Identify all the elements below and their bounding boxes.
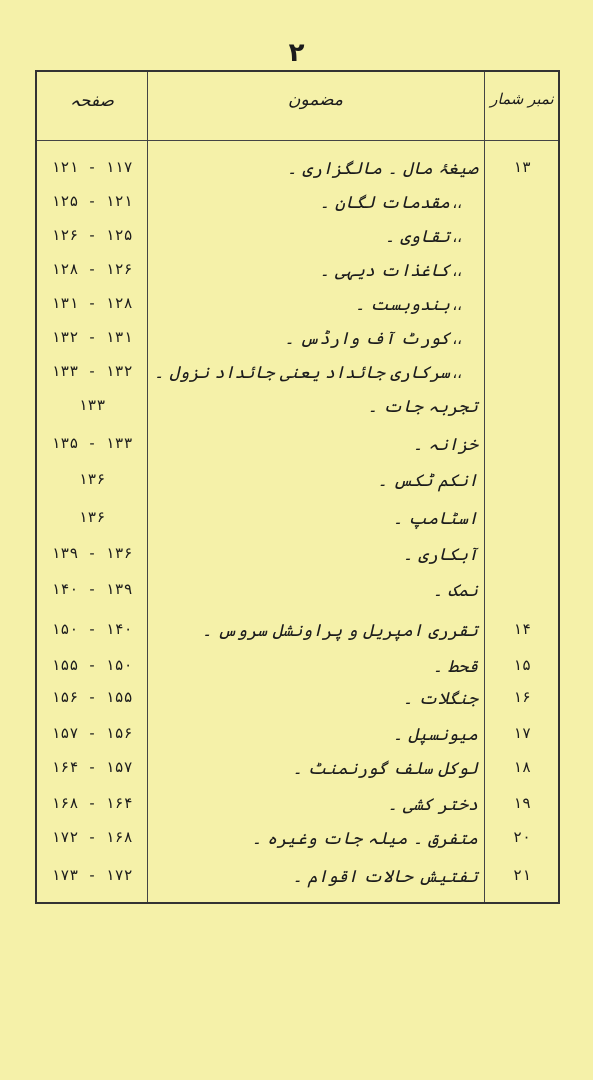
page-range: ۱۵۵ - ۱۵۶	[51, 688, 133, 706]
page-range: ۱۷۲ - ۱۷۳	[51, 866, 133, 884]
pages-column-header: صفحہ	[70, 91, 114, 111]
page-range: ۱۵۰ - ۱۵۵	[51, 656, 133, 674]
subject-column-header: مضمون	[288, 90, 343, 110]
serial-number: ۲۰	[512, 828, 532, 846]
table-row	[37, 508, 558, 542]
subject-text: دختر کشی ۔	[387, 795, 478, 815]
page-range: ۱۳۲ - ۱۳۳	[51, 362, 133, 380]
page-range: ۱۶۴ - ۱۶۸	[51, 794, 133, 812]
subject-text: آبکاری ۔	[402, 545, 478, 565]
table-row	[37, 794, 558, 828]
table-row	[37, 758, 558, 792]
table-row	[37, 580, 558, 614]
ditto-mark: ،،	[452, 228, 462, 246]
subject-text: متفرق ۔ میلہ جات وغیرہ ۔	[251, 829, 478, 849]
ditto-mark: ،،	[452, 296, 462, 314]
page-range: ۱۳۶	[78, 470, 106, 488]
table-row	[37, 724, 558, 758]
ditto-mark: ،،	[452, 330, 462, 348]
serial-number: ۱۵	[512, 656, 532, 674]
page-range: ۱۳۱ - ۱۳۲	[51, 328, 133, 346]
page-range: ۱۳۳	[78, 396, 106, 414]
subject-text: قحط ۔	[432, 657, 478, 677]
subject-text: صیغۂ مال ۔ مالگزاری ۔	[287, 159, 478, 179]
table-row	[37, 620, 558, 654]
serial-number: ۱۳	[512, 158, 532, 176]
page-range: ۱۳۶	[78, 508, 106, 526]
contents-table	[35, 70, 560, 904]
table-row	[37, 866, 558, 900]
subject-text: نمک ۔	[432, 581, 478, 601]
subject-text: کورٹ آف وارڈس ۔	[284, 329, 450, 349]
page-range: ۱۲۱ - ۱۲۵	[51, 192, 133, 210]
table-row	[37, 656, 558, 690]
page-range: ۱۲۶ - ۱۲۸	[51, 260, 133, 278]
page-range: ۱۲۵ - ۱۲۶	[51, 226, 133, 244]
subject-text: مقدمات لگان ۔	[319, 193, 450, 213]
subject-text: تقاوی ۔	[384, 227, 450, 247]
ditto-mark: ،،	[452, 364, 462, 382]
table-row	[37, 328, 558, 362]
serial-number: ۱۶	[512, 688, 532, 706]
page-range: ۱۱۷ - ۱۲۱	[51, 158, 133, 176]
subject-text: تجربہ جات ۔	[367, 397, 478, 417]
table-row	[37, 828, 558, 862]
page-range: ۱۳۹ - ۱۴۰	[51, 580, 133, 598]
table-row	[37, 396, 558, 430]
serial-number: ۱۹	[512, 794, 532, 812]
table-row	[37, 470, 558, 504]
subject-text: خزانہ ۔	[412, 435, 478, 455]
table-row	[37, 544, 558, 578]
table-row	[37, 688, 558, 722]
table-row	[37, 192, 558, 226]
subject-text: سرکاری جائداد یعنی جائداد نزول ۔	[154, 363, 450, 383]
subject-text: لوکل سلف گورنمنٹ ۔	[292, 759, 478, 779]
table-row	[37, 362, 558, 396]
serial-number: ۱۷	[512, 724, 532, 742]
subject-text: تقرری امپریل و پراونشل سروس ۔	[201, 621, 478, 641]
subject-text: میونسپل ۔	[392, 725, 478, 745]
subject-text: تفتیش حالات اقوام ۔	[292, 867, 478, 887]
table-row	[37, 434, 558, 468]
table-row	[37, 158, 558, 192]
page-number: ۲	[288, 38, 305, 68]
serial-number: ۱۸	[512, 758, 532, 776]
ditto-mark: ،،	[452, 262, 462, 280]
subject-text: جنگلات ۔	[402, 689, 478, 709]
subject-text: کاغذات دیہی ۔	[319, 261, 450, 281]
serial-number: ۲۱	[512, 866, 532, 884]
subject-text: بندوبست ۔	[354, 295, 450, 315]
page-range: ۱۳۶ - ۱۳۹	[51, 544, 133, 562]
subject-text: انکم ٹکس ۔	[377, 471, 478, 491]
page-range: ۱۶۸ - ۱۷۲	[51, 828, 133, 846]
subject-text: اسٹامپ ۔	[392, 509, 478, 529]
page-range: ۱۵۷ - ۱۶۴	[51, 758, 133, 776]
serial-number: ۱۴	[512, 620, 532, 638]
table-row	[37, 294, 558, 328]
page-range: ۱۴۰ - ۱۵۰	[51, 620, 133, 638]
page-range: ۱۲۸ - ۱۳۱	[51, 294, 133, 312]
serial-column-header: نمبر شمار	[490, 90, 554, 108]
table-row	[37, 226, 558, 260]
page-range: ۱۳۳ - ۱۳۵	[51, 434, 133, 452]
page-range: ۱۵۶ - ۱۵۷	[51, 724, 133, 742]
table-row	[37, 260, 558, 294]
ditto-mark: ،،	[452, 194, 462, 212]
header-divider	[37, 140, 558, 141]
